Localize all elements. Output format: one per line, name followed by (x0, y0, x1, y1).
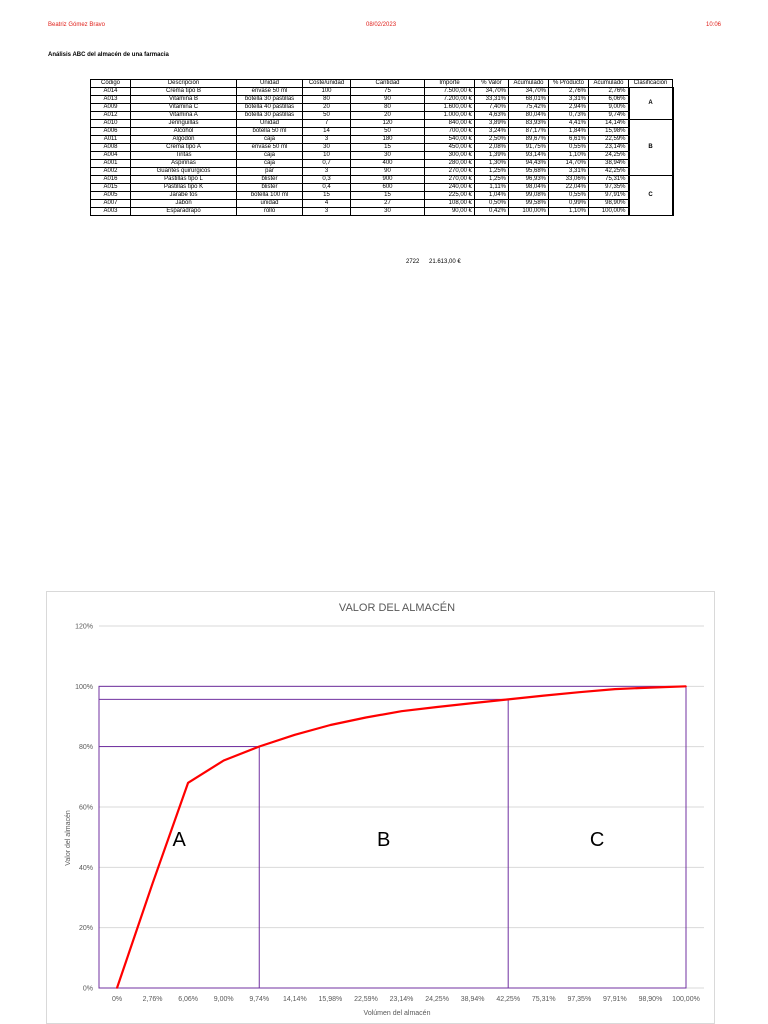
y-tick-label: 120% (75, 623, 93, 631)
table-cell: 0,55% (549, 144, 589, 152)
x-tick-label: 2,76% (142, 996, 163, 1003)
column-header: Código (91, 80, 131, 88)
table-cell: 50 (351, 128, 425, 136)
table-cell: 1,25% (475, 176, 509, 184)
table-cell: 1,11% (475, 184, 509, 192)
table-cell: A005 (91, 192, 131, 200)
table-cell: 7.200,00 € (425, 96, 475, 104)
table-row (91, 136, 673, 144)
chart-title: VALOR DEL ALMACÉN (338, 602, 456, 614)
column-header: Clasificación (629, 80, 673, 88)
table-cell: 100 (303, 88, 351, 96)
column-header: Descripción (131, 80, 237, 88)
y-tick-label: 60% (78, 804, 93, 812)
table-row (91, 176, 673, 184)
table-header-row (91, 80, 673, 88)
table-cell: botella 30 pastillas (237, 96, 303, 104)
classification-cell: B (629, 120, 673, 176)
column-header: Cantidad (351, 80, 425, 88)
x-tick-label: 38,94% (460, 996, 485, 1003)
table-cell: 2,08% (475, 144, 509, 152)
table-cell: A012 (91, 112, 131, 120)
data-point (543, 695, 545, 697)
table-cell: Vitamina B (131, 96, 237, 104)
zone-boundary-b (99, 699, 508, 988)
table-cell: 33,06% (549, 176, 589, 184)
table-cell: A009 (91, 104, 131, 112)
x-tick-label: 97,35% (567, 996, 592, 1003)
data-point (436, 706, 438, 708)
document-title: Análisis ABC del almacén de una farmacia (48, 52, 169, 58)
table-cell: Algodón (131, 136, 237, 144)
table-row (91, 144, 673, 152)
y-axis-label: Valor del almacén (65, 810, 72, 866)
table-cell: 108,00 € (425, 200, 475, 208)
table-cell: 840,00 € (425, 120, 475, 128)
table-cell: Tiritas (131, 152, 237, 160)
table-cell: 90 (351, 168, 425, 176)
table-cell: Vitamina A (131, 112, 237, 120)
table-cell: 97,91% (589, 192, 629, 200)
table-cell: 100,00% (589, 208, 629, 216)
table-cell: envase 50 ml (237, 88, 303, 96)
table-row (91, 184, 673, 192)
y-tick-label: 40% (78, 864, 93, 872)
table-cell: 0,55% (549, 192, 589, 200)
table-cell: 2,94% (549, 104, 589, 112)
data-point (152, 883, 154, 885)
table-row (91, 160, 673, 168)
table-cell: 7 (303, 120, 351, 128)
table-cell: A004 (91, 152, 131, 160)
total-quantity: 2722 (406, 259, 420, 265)
column-header: Acumulado (589, 80, 629, 88)
table-cell: botella 100 ml (237, 192, 303, 200)
table-cell: 1,39% (475, 152, 509, 160)
table-cell: rollo (237, 208, 303, 216)
table-cell: 98,90% (589, 200, 629, 208)
table-cell: 9,00% (589, 104, 629, 112)
x-tick-label: 0% (111, 996, 123, 1003)
table-cell: 9,74% (589, 112, 629, 120)
table-cell: unidad (237, 200, 303, 208)
table-cell: 450,00 € (425, 144, 475, 152)
table-cell: 3,24% (475, 128, 509, 136)
table-cell: Jeringuillas (131, 120, 237, 128)
table-cell: A010 (91, 120, 131, 128)
zone-label: B (377, 829, 391, 852)
zone-label: A (172, 829, 186, 852)
table-cell: 95,68% (509, 168, 549, 176)
table-cell: 75 (351, 88, 425, 96)
table-cell: 33,31% (475, 96, 509, 104)
x-tick-label: 6,06% (178, 996, 199, 1003)
x-tick-label: 14,14% (282, 996, 307, 1003)
table-cell: Jarabe tos (131, 192, 237, 200)
table-cell: 0,7 (303, 160, 351, 168)
table-cell: 99,58% (509, 200, 549, 208)
table-cell: 89,67% (509, 136, 549, 144)
y-tick-label: 0% (82, 985, 93, 993)
column-header: Unidad (237, 80, 303, 88)
table-cell: A014 (91, 88, 131, 96)
table-cell: A002 (91, 168, 131, 176)
table-cell: A015 (91, 184, 131, 192)
table-cell: 280,00 € (425, 160, 475, 168)
table-cell: 80 (303, 96, 351, 104)
x-tick-label: 75,31% (531, 996, 556, 1003)
table-cell: 600 (351, 184, 425, 192)
table-cell: 15 (351, 144, 425, 152)
table-cell: 27 (351, 200, 425, 208)
table-cell: par (237, 168, 303, 176)
table-cell: 2,76% (549, 88, 589, 96)
table-cell: 6,06% (589, 96, 629, 104)
table-cell: Pastillas tipo K (131, 184, 237, 192)
table-cell: 3 (303, 208, 351, 216)
table-row (91, 96, 673, 104)
column-header: Importe (425, 80, 475, 88)
table-cell: 400 (351, 160, 425, 168)
table-cell: 0,73% (549, 112, 589, 120)
table-cell: 1,30% (475, 160, 509, 168)
table-cell: 120 (351, 120, 425, 128)
x-tick-label: 97,91% (603, 996, 627, 1003)
x-tick-label: 23,14% (389, 996, 414, 1003)
table-cell: Unidad (237, 120, 303, 128)
table-cell: 2,76% (589, 88, 629, 96)
table-cell: Aspirinas (131, 160, 237, 168)
data-point (401, 710, 403, 712)
table-cell: 1,10% (549, 208, 589, 216)
table-cell: 3,31% (549, 168, 589, 176)
table-cell: 0,50% (475, 200, 509, 208)
table-cell: 14 (303, 128, 351, 136)
column-header: Coste/unidad (303, 80, 351, 88)
table-cell: 900 (351, 176, 425, 184)
data-point (507, 699, 509, 701)
table-cell: 3 (303, 168, 351, 176)
table-cell: botella 30 pastillas (237, 112, 303, 120)
classification-cell: A (629, 88, 673, 120)
table-row (91, 192, 673, 200)
table-cell: 98,04% (509, 184, 549, 192)
table-cell: 20 (303, 104, 351, 112)
table-cell: 1,10% (549, 152, 589, 160)
x-tick-label: 100,00% (672, 996, 700, 1003)
table-cell: 68,01% (509, 96, 549, 104)
table-cell: 75,42% (509, 104, 549, 112)
table-cell: 4,63% (475, 112, 509, 120)
data-point (472, 702, 474, 704)
print-time: 10:06 (705, 22, 721, 28)
data-point (579, 691, 581, 693)
table-cell: 24,25% (589, 152, 629, 160)
table-cell: Esparadrapo (131, 208, 237, 216)
chart-svg (47, 592, 714, 1023)
table-cell: 83,93% (509, 120, 549, 128)
table-cell: 3,89% (475, 120, 509, 128)
table-cell: Vitamina C (131, 104, 237, 112)
table-cell: 3 (303, 136, 351, 144)
abc-table (90, 79, 674, 216)
data-point (187, 782, 189, 784)
table-cell: Crema tipo B (131, 88, 237, 96)
classification-cell: C (629, 176, 673, 216)
x-tick-label: 15,98% (318, 996, 343, 1003)
table-cell: 4 (303, 200, 351, 208)
table-cell: 96,93% (509, 176, 549, 184)
y-tick-label: 20% (78, 925, 93, 933)
table-cell: 1.000,00 € (425, 112, 475, 120)
table-cell: A007 (91, 200, 131, 208)
table-cell: 7.500,00 € (425, 88, 475, 96)
table-cell: 240,00 € (425, 184, 475, 192)
data-point (685, 686, 687, 688)
table-cell: 93,14% (509, 152, 549, 160)
table-cell: 0,4 (303, 184, 351, 192)
table-cell: 15 (351, 192, 425, 200)
table-cell: 6,61% (549, 136, 589, 144)
table-cell: 270,00 € (425, 176, 475, 184)
table-cell: 90,00 € (425, 208, 475, 216)
table-cell: 0,42% (475, 208, 509, 216)
x-tick-label: 24,25% (425, 996, 449, 1003)
table-cell: 50 (303, 112, 351, 120)
table-cell: A003 (91, 208, 131, 216)
table-cell: Alcohol (131, 128, 237, 136)
table-cell: Guantes quirúrgicos (131, 168, 237, 176)
abc-chart (46, 591, 715, 1024)
table-cell: 94,43% (509, 160, 549, 168)
data-point (294, 734, 296, 736)
table-cell: 97,35% (589, 184, 629, 192)
x-tick-label: 98,90% (638, 996, 663, 1003)
table-cell: 90 (351, 96, 425, 104)
table-cell: Crema tipo A (131, 144, 237, 152)
x-tick-label: 42,25% (496, 996, 521, 1003)
total-amount: 21.613,00 € (429, 259, 461, 265)
table-cell: 34,70% (475, 88, 509, 96)
table-cell: A008 (91, 144, 131, 152)
column-header: % Valor (475, 80, 509, 88)
table-cell: A006 (91, 128, 131, 136)
table-cell: 30 (351, 208, 425, 216)
table-cell: blister (237, 176, 303, 184)
x-tick-label: 9,74% (249, 996, 270, 1003)
x-axis-label: Volúmen del almacén (363, 1010, 431, 1017)
table-cell: 270,00 € (425, 168, 475, 176)
table-cell: 91,75% (509, 144, 549, 152)
table-row (91, 104, 673, 112)
table-cell: 1.600,00 € (425, 104, 475, 112)
table-row (91, 152, 673, 160)
table-cell: 10 (303, 152, 351, 160)
table-cell: 34,70% (509, 88, 549, 96)
table-cell: 20 (351, 112, 425, 120)
table-cell: 300,00 € (425, 152, 475, 160)
table-row (91, 200, 673, 208)
table-cell: 7,40% (475, 104, 509, 112)
print-date: 08/02/2023 (366, 22, 397, 28)
table-row (91, 168, 673, 176)
table-cell: 3,31% (549, 96, 589, 104)
table-cell: blister (237, 184, 303, 192)
table-row (91, 112, 673, 120)
y-tick-label: 80% (78, 744, 93, 752)
table-cell: 99,08% (509, 192, 549, 200)
table-cell: 30 (303, 144, 351, 152)
table-cell: 225,00 € (425, 192, 475, 200)
table-cell: A013 (91, 96, 131, 104)
y-tick-label: 100% (75, 683, 93, 691)
table-row (91, 128, 673, 136)
table-cell: 42,25% (589, 168, 629, 176)
data-point (116, 987, 118, 989)
x-tick-label: 22,59% (354, 996, 378, 1003)
data-point (650, 687, 652, 689)
table-cell: 4,41% (549, 120, 589, 128)
table-cell: Pastillas tipo L (131, 176, 237, 184)
table-cell: 700,00 € (425, 128, 475, 136)
table-cell: botella 40 pastillas (237, 104, 303, 112)
table-cell: 14,70% (549, 160, 589, 168)
data-point (223, 760, 225, 762)
table-cell: A016 (91, 176, 131, 184)
table-cell: 540,00 € (425, 136, 475, 144)
table-row (91, 208, 673, 216)
column-header: Acumulado (509, 80, 549, 88)
table-cell: 2,50% (475, 136, 509, 144)
table-cell: A011 (91, 136, 131, 144)
zone-label: C (589, 829, 605, 852)
author-name: Beatriz Gómez Bravo (48, 22, 106, 28)
x-tick-label: 9,00% (213, 996, 234, 1003)
table-cell: 100,00% (509, 208, 549, 216)
table-row (91, 88, 673, 96)
table-cell: 30 (351, 152, 425, 160)
column-header: % Producto (549, 80, 589, 88)
data-point (330, 724, 332, 726)
table-cell: 15 (303, 192, 351, 200)
data-point (258, 746, 260, 748)
data-point (365, 717, 367, 719)
table-cell: 14,14% (589, 120, 629, 128)
table-cell: Jabón (131, 200, 237, 208)
table-cell: 87,17% (509, 128, 549, 136)
table-cell: 1,25% (475, 168, 509, 176)
table-cell: botella 50 ml (237, 128, 303, 136)
table-cell: 1,84% (549, 128, 589, 136)
table-cell: 22,59% (589, 136, 629, 144)
table-cell: 15,98% (589, 128, 629, 136)
table-cell: 23,14% (589, 144, 629, 152)
table-cell: caja (237, 136, 303, 144)
table-cell: 1,04% (475, 192, 509, 200)
table-cell: 38,94% (589, 160, 629, 168)
table-cell: 22,04% (549, 184, 589, 192)
table-cell: envase 50 ml (237, 144, 303, 152)
table-cell: 0,99% (549, 200, 589, 208)
data-point (614, 688, 616, 690)
table-cell: caja (237, 152, 303, 160)
table-cell: caja (237, 160, 303, 168)
table-row (91, 120, 673, 128)
table-cell: A001 (91, 160, 131, 168)
table-cell: 80 (351, 104, 425, 112)
table-cell: 180 (351, 136, 425, 144)
table-cell: 80,04% (509, 112, 549, 120)
table-cell: 75,31% (589, 176, 629, 184)
table-cell: 0,3 (303, 176, 351, 184)
